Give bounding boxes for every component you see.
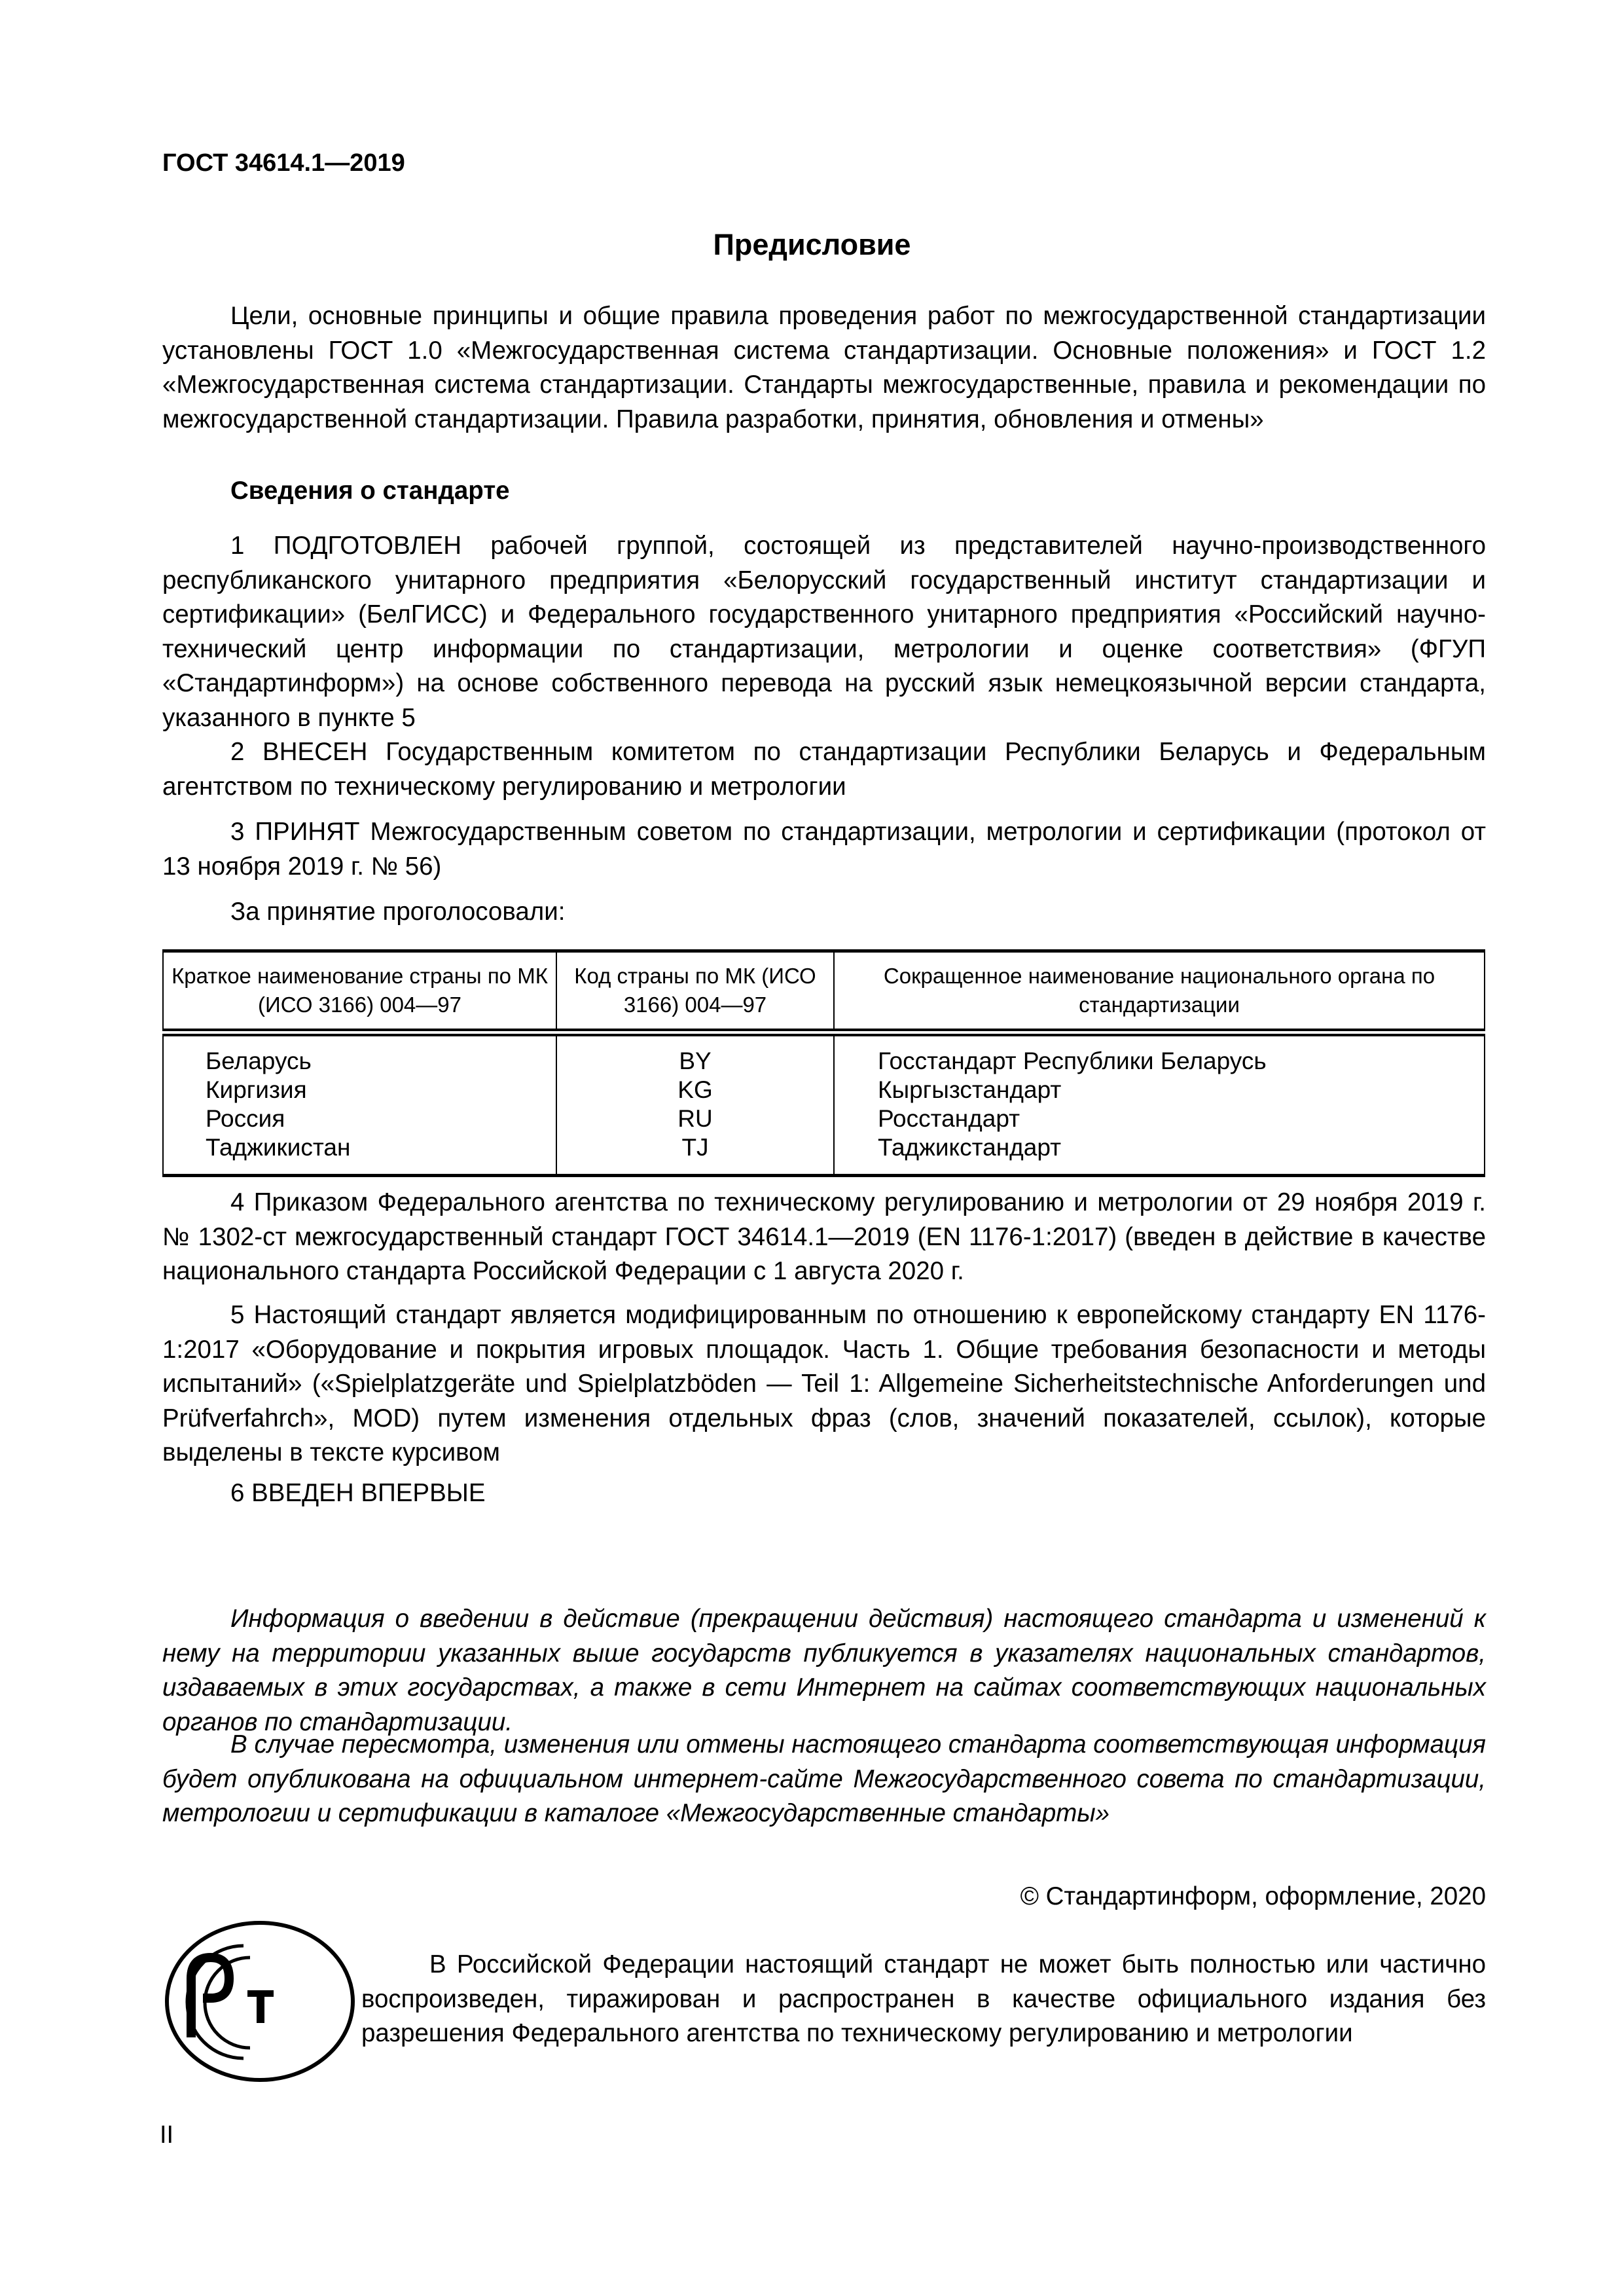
- page-title: Предисловие: [713, 228, 911, 261]
- item-2: 2 ВНЕСЕН Государственным комитетом по стандартизации Республики Беларусь и Федеральным агентством по техническому регулированию и метрологии: [162, 738, 1486, 801]
- body-cell: Кыргызстандарт: [878, 1076, 1062, 1103]
- code-cell: KG: [677, 1076, 713, 1103]
- info-heading: Сведения о стандарте: [230, 477, 510, 505]
- page-number: II: [160, 2121, 174, 2149]
- country-cell: Россия: [206, 1105, 285, 1132]
- country-cell: Киргизия: [206, 1076, 307, 1103]
- col-header-code: Код страны по МК (ИСО 3166) 004—97: [556, 951, 834, 1033]
- notice-paragraph-2: В случае пересмотра, изменения или отмены настоящего стандарта соответствующая информация будет опубликована на официальном интернет-сайте Межгосударственного совета по стандартизации, метрологии и сертификации в каталоге «Межгосударственные стандарты»: [162, 1730, 1486, 1827]
- item-1: 1 ПОДГОТОВЛЕН рабочей группой, состоящей из представителей научно-производственного республиканского унитарного предприятия «Белорусский государственный институт стандартизации и сертификации» (БелГИСС) и Федерального государственного унитарного предприятия «Российский научно-технический центр информации по стандартизации, метрологии и оценке соответствия» (ФГУП «Стандартинформ») на основе собственного перевода на русский язык немецкоязычной версии стандарта, указанного в пункте 5: [162, 532, 1486, 732]
- body-cell: Таджикстандарт: [878, 1134, 1062, 1161]
- intro-paragraph: Цели, основные принципы и общие правила проведения работ по межгосударственной стандартизации установлены ГОСТ 1.0 «Межгосударственная система стандартизации. Основные положения» и ГОСТ 1.2 «Межгосударственная система стандартизации. Стандарты межгосударственные, правила и рекомендации по межгосударственной стандартизации. Правила разработки, принятия, обновления и отмены»: [162, 302, 1486, 433]
- body-cell: Росстандарт: [878, 1105, 1020, 1132]
- code-cell: RU: [677, 1105, 713, 1132]
- vote-label: За принятие проголосовали:: [230, 898, 566, 926]
- code-cell: BY: [679, 1048, 712, 1074]
- code-cell: TJ: [681, 1134, 709, 1161]
- document-header: ГОСТ 34614.1—2019: [162, 149, 405, 177]
- country-cell: Таджикистан: [206, 1134, 351, 1161]
- item-5: 5 Настоящий стандарт является модифицированным по отношению к европейскому стандарту EN 1176-1:2017 «Оборудование и покрытия игровых площадок. Часть 1. Общие требования безопасности и методы испытаний» («Spielplatzgeräte und Spielplatzböden — Teil 1: Allgemeine Sicherheitstechnische Anforderungen und Prüfverfahrch», MOD) путем изменения отдельных фраз (слов, значений показателей, ссылок), которые выделены в тексте курсивом: [162, 1301, 1486, 1467]
- item-6: 6 ВВЕДЕН ВПЕРВЫЕ: [230, 1479, 486, 1507]
- country-cell: Беларусь: [206, 1048, 312, 1074]
- item-3: 3 ПРИНЯТ Межгосударственным советом по стандартизации, метрологии и сертификации (протокол от 13 ноября 2019 г. № 56): [162, 818, 1486, 881]
- col-header-body: Сокращенное наименование национального органа по стандартизации: [834, 951, 1485, 1033]
- copyright: © Стандартинформ, оформление, 2020: [1020, 1882, 1486, 1910]
- rst-logo-icon: [164, 1920, 357, 2083]
- table-row: [163, 1032, 1485, 1176]
- rights-notice: В Российской Федерации настоящий стандарт не может быть полностью или частично воспроизведен, тиражирован и распространен в качестве официального издания без разрешения Федерального агентства по техническому регулированию и метрологии: [361, 1950, 1486, 2047]
- body-cell: Госстандарт Республики Беларусь: [878, 1048, 1267, 1074]
- notice-paragraph-1: Информация о введении в действие (прекращении действия) настоящего стандарта и изменений к нему на территории указанных выше государств публикуется в указателях национальных стандартов, издаваемых в этих государствах, а также в сети Интернет на сайтах соответствующих национальных органов по стандартизации.: [162, 1605, 1486, 1736]
- voting-table: [162, 949, 1485, 1177]
- item-4: 4 Приказом Федерального агентства по техническому регулированию и метрологии от 29 ноября 2019 г. № 1302-ст межгосударственный стандарт ГОСТ 34614.1—2019 (EN 1176-1:2017) (введен в действие в качестве национального стандарта Российской Федерации с 1 августа 2020 г.: [162, 1188, 1486, 1285]
- col-header-country: Краткое наименование страны по МК (ИСО 3166) 004—97: [163, 951, 556, 1033]
